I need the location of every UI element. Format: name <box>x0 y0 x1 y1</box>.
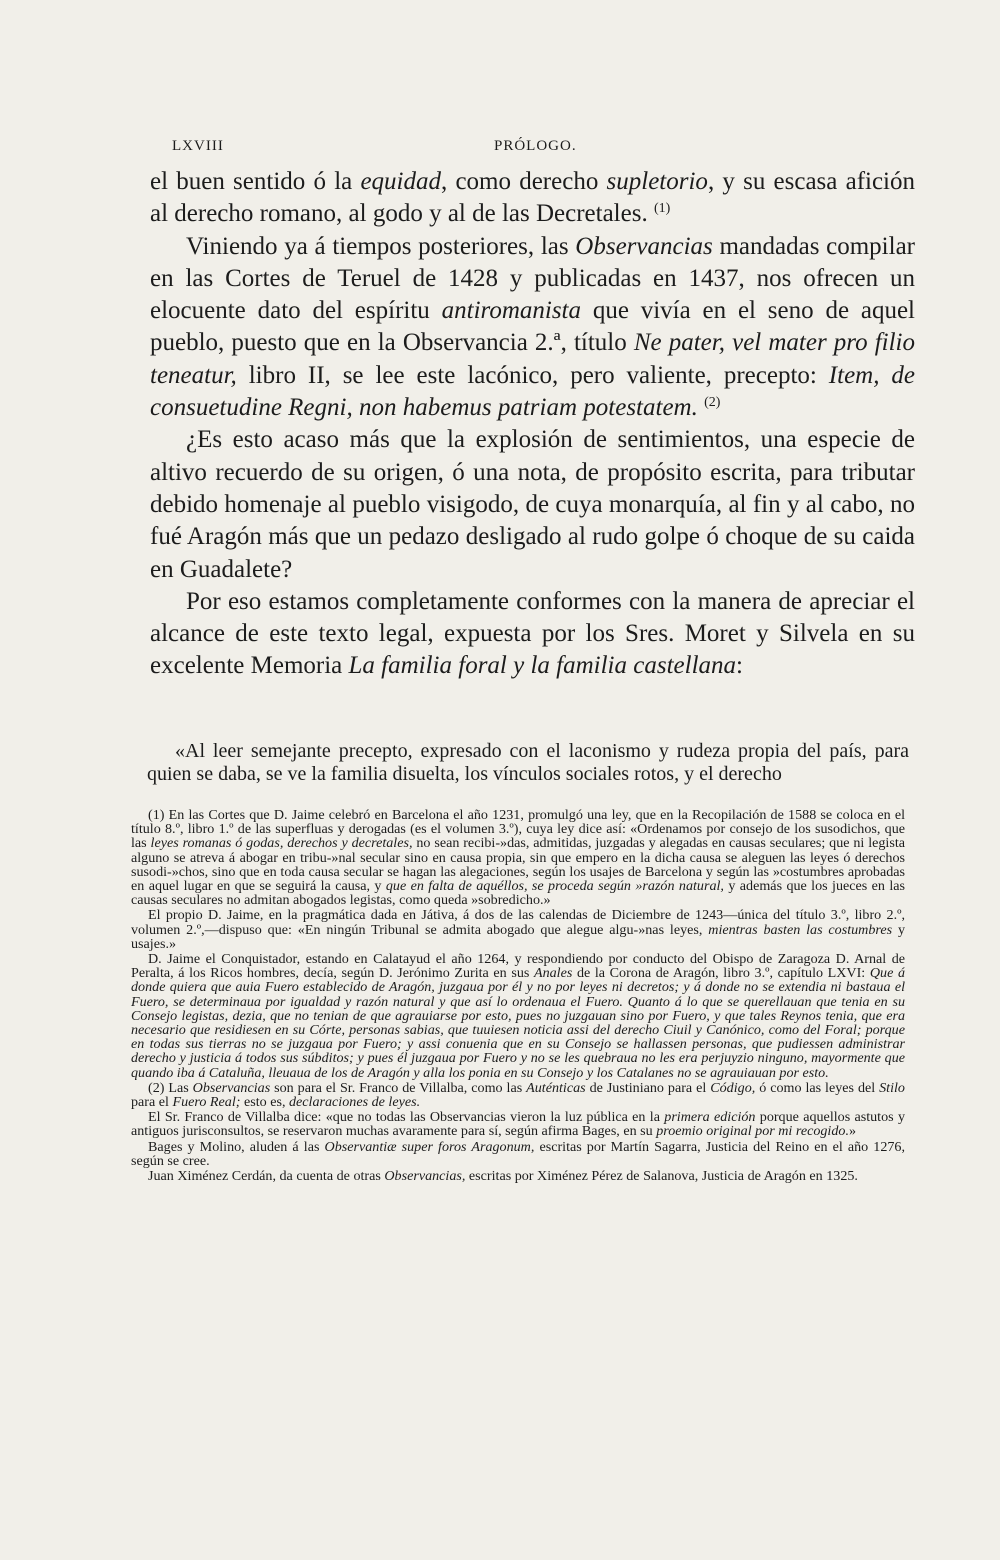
paragraph-4 <box>150 586 915 683</box>
text-run: , y su escasa afición al derecho romano, al godo y al de las Decretales. <box>150 168 916 228</box>
text-run: ó como las leyes del <box>755 1079 880 1096</box>
italic-run: Observantiæ super foros Aragonum, <box>324 1138 535 1155</box>
paragraph-3: ¿Es esto acaso más que la explosión de sentimientos, una especie de altivo recuerdo de su origen, ó una nota, de propósito escrita, para tributar debido homenaje al pueblo visigodo, de cuya monarquía, al fin y al cabo, no fué Aragón más que un pedazo desligado al rudo golpe ó choque de su caida en Guadalete? <box>150 426 915 583</box>
paragraph-2 <box>150 231 915 425</box>
italic-run: equidad <box>360 168 441 195</box>
page-header <box>172 138 912 162</box>
italic-run: Observancias <box>192 1079 271 1096</box>
text-run: y usajes.» <box>131 921 905 952</box>
text-run: (1) En las Cortes que D. Jaime celebró en Barcelona el año 1231, promulgó una ley, que en la Recopilación de 1588 se coloca en el título 8.º, libro 1.º de las superfluas y derogadas (es el volumen 3.º), cuya ley dice así: «Ordenamos por consejo de los susodichos, que las <box>131 807 905 852</box>
text-run: y además que los jueces en las causas seculares no admitan abogados legistas, como queda »sobredicho.» <box>131 878 905 909</box>
footnote-2-cerdan <box>131 1169 905 1183</box>
italic-run: antiromanista <box>441 297 581 325</box>
text-run: para el <box>131 1094 173 1111</box>
footnote-ref-2: (2) <box>704 395 721 411</box>
italic-run: Ne pater, vel mater pro filio teneatur, <box>150 329 915 389</box>
italic-run: mientras basten las costumbres <box>708 921 893 938</box>
block-quote: «Al leer semejante precepto, expresado con el laconismo y rudeza propia del país, para quien se daba, se ve la familia disuelta, los vínculos sociales rotos, y el derecho <box>147 740 909 785</box>
italic-run: Fuero Real; <box>172 1094 241 1111</box>
text-run: escritas por Martín Sagarra, Justicia del Reino en el año 1276, según se cree. <box>131 1138 905 1169</box>
footnote-1 <box>131 808 905 907</box>
text-run: Juan Ximénez Cerdán, da cuenta de otras <box>148 1168 385 1185</box>
text-run: : <box>736 652 743 680</box>
text-run: mandadas compilar en las Cortes de Teruel de 1428 y publicadas en 1437, nos ofrecen un elocuente dato del espíritu <box>150 232 915 325</box>
text-run: que vivía en el seno de aquel pueblo, puesto que en la Observancia 2.ª, título <box>150 297 915 357</box>
italic-run: Observancias, <box>384 1168 466 1185</box>
text-run: D. Jaime el Conquistador, estando en Calatayud el año 1264, y respondiendo por conducto del Obispo de Zaragoza D. Arnal de Peralta, á los Ricos hombres, decía, según D. Jerónimo Zurita en sus <box>131 951 905 982</box>
text-run: son para el Sr. Franco de Villalba, como las <box>270 1079 527 1096</box>
text-run: de la Corona de Aragón, libro 3.º, capítulo LXVI: <box>572 965 870 982</box>
text-run: El propio D. Jaime, en la pragmática dada en Játiva, á dos de las calendas de Diciembre de 1243—única del título 3.º, libro 2.º, volumen 2.º,—dispuso que: «En ningún Tribunal se admita abogado que alegue algu-»nas leyes, <box>131 907 905 938</box>
italic-run: La familia foral y la familia castellana <box>348 652 737 680</box>
italic-run: proemio original por mi recogido. <box>656 1123 849 1140</box>
text-run: escritas por Ximénez Pérez de Salanova, Justicia de Aragón en 1325. <box>465 1168 858 1185</box>
text-run: » <box>848 1123 857 1140</box>
text-run: el buen sentido ó la <box>150 168 361 195</box>
italic-run: declaraciones de leyes. <box>289 1094 421 1111</box>
italic-run: que en falta de aquéllos, se proceda según »razón natural, <box>385 878 724 895</box>
text-run: porque aquellos astutos y antiguos jurisconsultos, se reservaron muchas avaramente para sí, según afirma Bages, en su <box>131 1109 905 1140</box>
footnote-2-villalba <box>131 1110 905 1138</box>
italic-run: supletorio <box>606 168 708 195</box>
italic-run: Anales <box>533 965 573 982</box>
text-run: Bages y Molino, aluden á las <box>148 1138 325 1155</box>
running-title: PRÓLOGO. <box>494 138 577 154</box>
footnote-ref-1: (1) <box>653 201 671 217</box>
text-run: libro II, se lee este lacónico, pero valiente, precepto: <box>236 361 829 389</box>
footnote-1-zurita <box>131 952 905 1080</box>
footnote-2 <box>131 1081 905 1109</box>
italic-run: Que á donde quiera que auia Fuero establecido de Aragón, juzgaua por él y no por leyes ni decretos; y á donde no se extendia ni bastaua el Fuero, se determinaua por igualdad y razón natural y que así lo ordenaua el Fuero. Quanto á lo que se querellauan que tenia en su Consejo legistas, dezia, que no tenian de que agrauiarse por esto, pues no juzgauan sino por Fuero, y que tales Reynos tenia, que era necesario que residiesen en su Córte, personas sabias, que tuuiesen noticia assi del derecho Ciuil y Canónico, como del Foral; porque en todas sus tierras no se juzgaua por Fuero; y assi conuenia que en su Consejo se hallassen personas, que pudiessen administrar derecho y justicia á todos sus súbditos; y pues él juzgaua por Fuero y no se les quebraua no les era perjuyzio ninguno, mayormente que quando iba á Cataluña, lleuaua de los de Aragón y alla los ponia en su Consejo y los Catalanes no se agrauiauan por esto. <box>131 965 905 1081</box>
italic-run: Item, de consuetudine Regni, non habemus patriam potestatem. <box>150 361 915 422</box>
italic-run: Código, <box>710 1079 756 1096</box>
footnote-2-bages <box>131 1140 905 1168</box>
paragraph-1 <box>150 166 915 231</box>
italic-run: Observancias <box>575 232 713 260</box>
italic-run: primera edición <box>664 1109 756 1126</box>
text-run: Por eso estamos completamente conformes con la manera de apreciar el alcance de este texto legal, expuesta por los Sres. Moret y Silvela en su excelente Memoria <box>150 587 915 680</box>
footnotes <box>131 808 905 1184</box>
italic-run: Auténticas <box>526 1079 586 1096</box>
italic-run: leyes romanas ó godas, derechos y decretales, <box>150 835 413 852</box>
footnote-1-continued <box>131 908 905 951</box>
text-run: de Justiniano para el <box>585 1079 711 1096</box>
text-run: esto es, <box>240 1094 289 1111</box>
main-text <box>150 166 915 683</box>
text-run: (2) Las <box>148 1079 193 1096</box>
text-run: , como derecho <box>441 168 607 195</box>
page-number: LXVIII <box>172 138 224 154</box>
text-run: no sean recibi-»das, admitidas, juzgadas y alegadas en causas seculares; que ni legista alguno se atreva á abogar en tribu-»nal secular sino en causa propia, sin que empero en la dicha causa se aleguen las leyes ó derechos susodi-»chos, sino que en toda causa secular se hagan las alegaciones, según los usajes de Barcelona y según las »costumbres aprobadas en aquel lugar en que se seguirá la causa, y <box>131 835 905 895</box>
text-run: Viniendo ya á tiempos posteriores, las <box>186 232 576 260</box>
italic-run: Stilo <box>879 1079 905 1096</box>
text-run: El Sr. Franco de Villalba dice: «que no todas las Observancias vieron la luz pública en la <box>148 1109 665 1126</box>
